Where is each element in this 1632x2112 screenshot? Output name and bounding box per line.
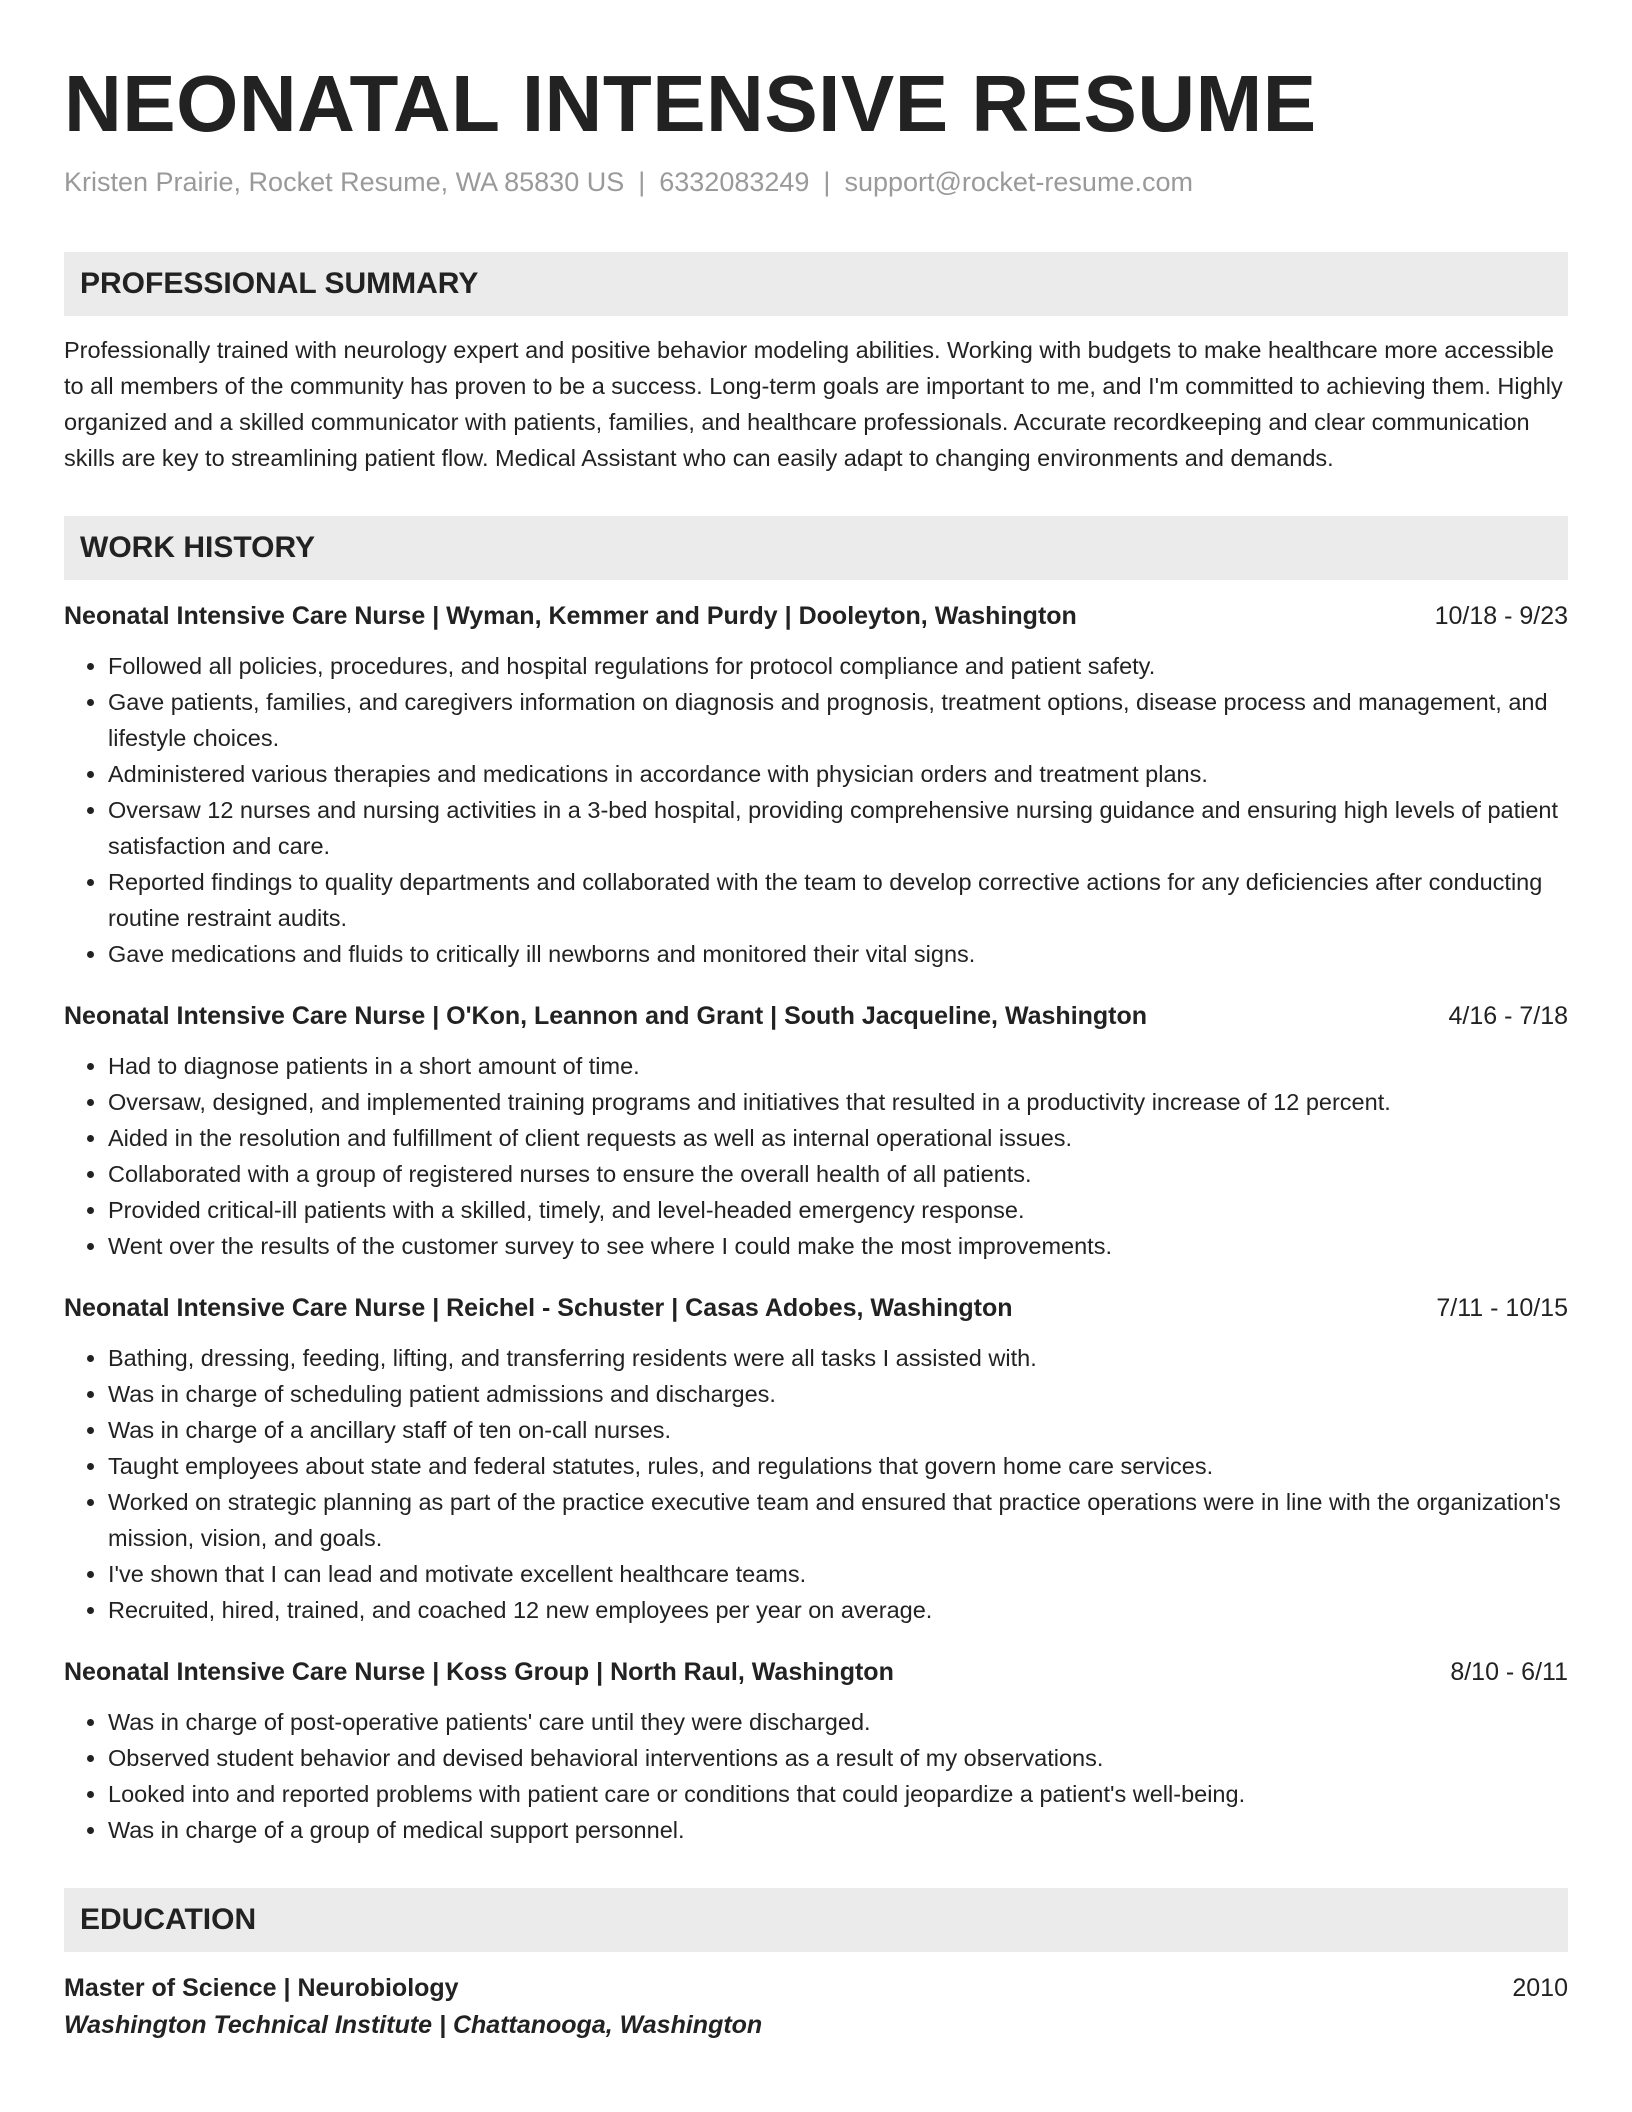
job-bullet-list [64, 1704, 1568, 1848]
job-title: Neonatal Intensive Care Nurse | Koss Group | North Raul, Washington [64, 1658, 894, 1686]
job-heading [64, 1290, 1568, 1326]
job-bullet: • Had to diagnose patients in a short amount of time. [108, 1048, 1568, 1084]
contact-phone: 6332083249 [659, 167, 810, 197]
resume-title: NEONATAL INTENSIVE RESUME [64, 59, 1317, 148]
job-bullet: • Went over the results of the customer survey to see where I could make the most improvements. [108, 1228, 1568, 1264]
job-bullet: • Worked on strategic planning as part of the practice executive team and ensured that practice operations were in line with the organization's mission, vision, and goals. [108, 1484, 1568, 1556]
job-bullet: • Aided in the resolution and fulfillment of client requests as well as internal operational issues. [108, 1120, 1568, 1156]
job-title: Neonatal Intensive Care Nurse | Wyman, Kemmer and Purdy | Dooleyton, Washington [64, 602, 1077, 630]
job-heading [64, 998, 1568, 1034]
education-school: Washington Technical Institute | Chattanooga, Washington [64, 2011, 763, 2039]
job-heading [64, 598, 1568, 634]
job-bullet: • Administered various therapies and medications in accordance with physician orders and treatment plans. [108, 756, 1568, 792]
job-bullet: • Oversaw, designed, and implemented training programs and initiatives that resulted in a productivity increase of 12 percent. [108, 1084, 1568, 1120]
job-entry [64, 1290, 1568, 1628]
job-dates: 4/16 - 7/18 [1448, 1002, 1568, 1030]
job-heading [64, 1654, 1568, 1690]
job-bullet: • Was in charge of a ancillary staff of ten on-call nurses. [108, 1412, 1568, 1448]
job-bullet: • Gave medications and fluids to critically ill newborns and monitored their vital signs. [108, 936, 1568, 972]
education-entry [64, 1970, 1568, 2044]
education-year: 2010 [1512, 1974, 1568, 2002]
contact-line [64, 164, 1568, 200]
contact-email: support@rocket-resume.com [844, 167, 1193, 197]
contact-separator: | [823, 167, 831, 197]
education-heading [64, 1970, 1568, 2006]
job-bullet: • Was in charge of post-operative patients' care until they were discharged. [108, 1704, 1568, 1740]
job-bullet-list [64, 1340, 1568, 1628]
job-bullet: • Reported findings to quality departments and collaborated with the team to develop corrective actions for any deficiencies after conducting routine restraint audits. [108, 864, 1568, 936]
job-bullet: • Collaborated with a group of registered nurses to ensure the overall health of all patients. [108, 1156, 1568, 1192]
job-entry [64, 598, 1568, 972]
job-title: Neonatal Intensive Care Nurse | Reichel - Schuster | Casas Adobes, Washington [64, 1294, 1013, 1322]
job-bullet: • Recruited, hired, trained, and coached 12 new employees per year on average. [108, 1592, 1568, 1628]
summary-text: Professionally trained with neurology expert and positive behavior modeling abilities. Working with budgets to make healthcare more accessible to all members of the community has proven to be a success. Long-term goals are important to me, and I'm committed to achieving them. Highly organized and a skilled communicator with patients, families, and healthcare professionals. Accurate recordkeeping and clear communication skills are key to streamlining patient flow. Medical Assistant who can easily adapt to changing environments and demands. [64, 337, 1563, 471]
job-bullet: • Gave patients, families, and caregivers information on diagnosis and prognosis, treatment options, disease process and management, and lifestyle choices. [108, 684, 1568, 756]
job-bullet-list [64, 648, 1568, 972]
job-entry [64, 1654, 1568, 1848]
job-title: Neonatal Intensive Care Nurse | O'Kon, Leannon and Grant | South Jacqueline, Washington [64, 1002, 1148, 1030]
job-bullet: • Bathing, dressing, feeding, lifting, and transferring residents were all tasks I assisted with. [108, 1340, 1568, 1376]
job-bullet: • Was in charge of a group of medical support personnel. [108, 1812, 1568, 1848]
section-header-summary: PROFESSIONAL SUMMARY [64, 252, 1568, 316]
job-dates: 10/18 - 9/23 [1434, 602, 1568, 630]
job-bullet: • I've shown that I can lead and motivate excellent healthcare teams. [108, 1556, 1568, 1592]
education-degree: Master of Science | Neurobiology [64, 1974, 459, 2002]
section-header-work-history: WORK HISTORY [64, 516, 1568, 580]
contact-separator: | [638, 167, 646, 197]
job-bullet: • Looked into and reported problems with patient care or conditions that could jeopardize a patient's well-being. [108, 1776, 1568, 1812]
job-bullet: • Observed student behavior and devised behavioral interventions as a result of my observations. [108, 1740, 1568, 1776]
job-bullet: • Provided critical-ill patients with a skilled, timely, and level-headed emergency response. [108, 1192, 1568, 1228]
contact-address: Kristen Prairie, Rocket Resume, WA 85830 US [64, 167, 625, 197]
work-history-list [64, 598, 1568, 1848]
section-header-education: EDUCATION [64, 1888, 1568, 1952]
job-bullet: • Followed all policies, procedures, and hospital regulations for protocol compliance and patient safety. [108, 648, 1568, 684]
resume-page [64, 56, 1568, 2044]
job-dates: 7/11 - 10/15 [1436, 1294, 1568, 1322]
job-dates: 8/10 - 6/11 [1450, 1658, 1568, 1686]
job-bullet-list [64, 1048, 1568, 1264]
job-bullet: • Taught employees about state and federal statutes, rules, and regulations that govern home care services. [108, 1448, 1568, 1484]
job-entry [64, 998, 1568, 1264]
job-bullet: • Oversaw 12 nurses and nursing activities in a 3-bed hospital, providing comprehensive nursing guidance and ensuring high levels of patient satisfaction and care. [108, 792, 1568, 864]
job-bullet: • Was in charge of scheduling patient admissions and discharges. [108, 1376, 1568, 1412]
